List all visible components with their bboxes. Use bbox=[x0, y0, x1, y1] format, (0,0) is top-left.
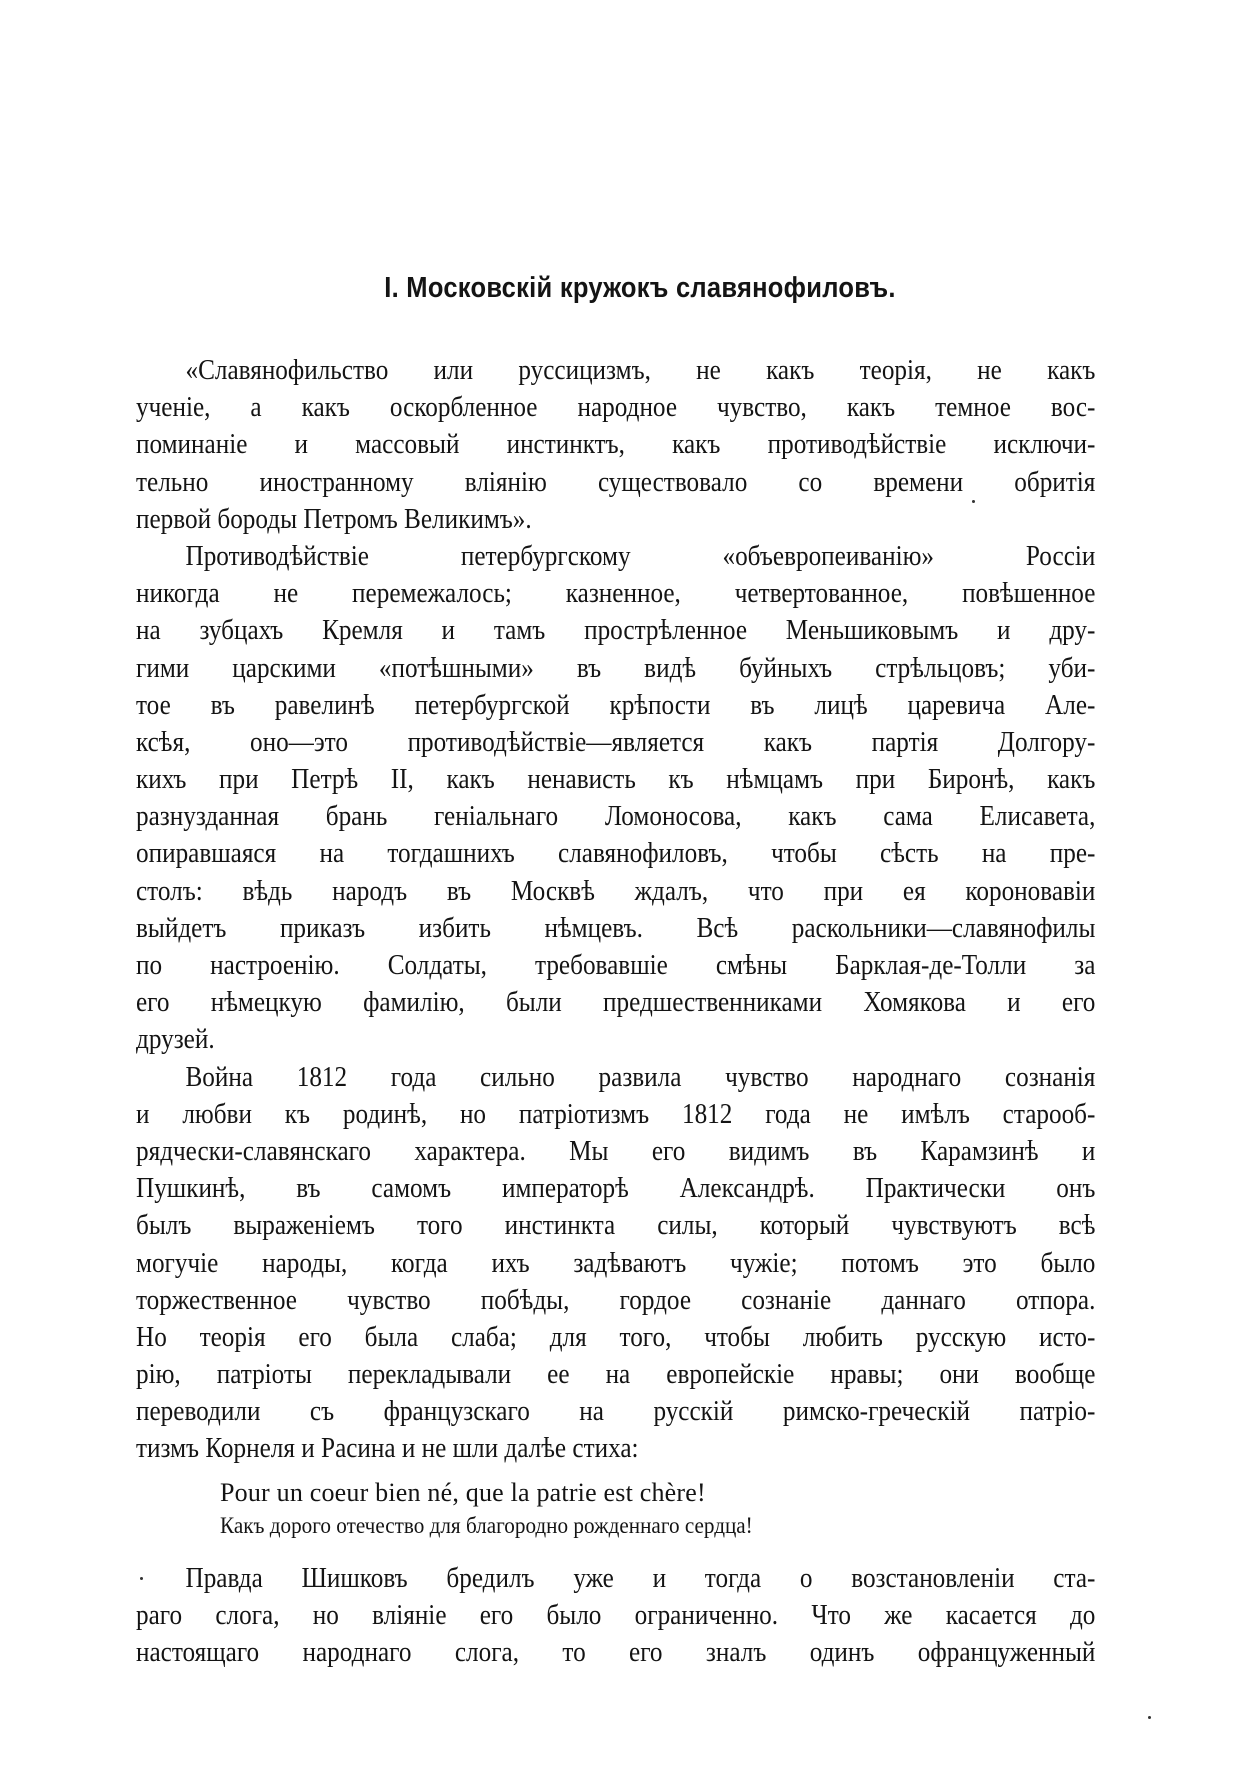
print-speck bbox=[972, 500, 975, 503]
text-line: «Славянофильство или руссицизмъ, не какъ теорія, не какъ bbox=[185, 355, 1096, 386]
text-line: и любви къ родинѣ, но патріотизмъ 1812 года не имѣлъ старооб- bbox=[136, 1098, 1096, 1130]
text-line: никогда не перемежалось; казненное, четвертованное, повѣшенное bbox=[136, 578, 1096, 610]
text-line: тое въ равелинѣ петербургской крѣпости въ лицѣ царевича Але- bbox=[136, 689, 1096, 721]
verse-french: Pour un coeur bien né, que la patrie est chère! bbox=[220, 1478, 706, 1507]
text-line: опиравшаяся на тогдашнихъ славянофиловъ, чтобы сѣсть на пре- bbox=[136, 838, 1096, 870]
text-line: ученіе, а какъ оскорбленное народное чувство, какъ темное вос- bbox=[136, 392, 1096, 424]
text-line: по настроенію. Солдаты, требовавшіе смѣны Барклая-де-Толли за bbox=[136, 950, 1096, 981]
text-line: переводили съ французскаго на русскій римско-греческій патріо- bbox=[136, 1396, 1096, 1428]
text-line: выйдетъ приказъ избить нѣмцевъ. Всѣ раскольники—славянофилы bbox=[136, 912, 1096, 944]
verse-russian: Какъ дорого отечество для благородно рожденнаго сердца! bbox=[220, 1513, 753, 1538]
text-line: могучіе народы, когда ихъ задѣваютъ чужіе; потомъ это было bbox=[136, 1247, 1096, 1279]
text-line: на зубцахъ Кремля и тамъ прострѣленное Меньшиковымъ и дру- bbox=[136, 615, 1096, 647]
text-line: его нѣмецкую фамилію, были предшественниками Хомякова и его bbox=[136, 987, 1096, 1019]
text-line: Противодѣйствіе петербургскому «объевропеиванію» Россіи bbox=[185, 540, 1096, 572]
text-line: торжественное чувство побѣды, гордое сознаніе даннаго отпора. bbox=[136, 1284, 1096, 1316]
text-line: гими царскими «потѣшными» въ видѣ буйныхъ стрѣльцовъ; уби- bbox=[136, 652, 1096, 684]
text-line: настоящаго народнаго слога, то его зналъ одинъ офранцуженный bbox=[136, 1637, 1096, 1669]
text-line: тельно иностранному вліянію существовало со времени обритія bbox=[136, 466, 1096, 498]
print-speck bbox=[140, 1577, 143, 1580]
text-line: ксѣя, оно—это противодѣйствіе—является какъ партія Долгору- bbox=[136, 726, 1096, 758]
text-line: былъ выраженіемъ того инстинкта силы, который чувствуютъ всѣ bbox=[136, 1210, 1096, 1242]
text-line: рядчески-славянскаго характера. Мы его видимъ въ Карамзинѣ и bbox=[136, 1135, 1096, 1167]
text-line: Но теорія его была слаба; для того, чтобы любить русскую исто- bbox=[136, 1321, 1096, 1353]
text-line: Правда Шишковъ бредилъ уже и тогда о возстановленіи ста- bbox=[185, 1563, 1096, 1594]
verse-quote bbox=[220, 1476, 1080, 1542]
text-line: поминаніе и массовый инстинктъ, какъ противодѣйствіе исключи- bbox=[136, 429, 1096, 461]
main-text bbox=[136, 352, 1096, 1468]
text-line: Война 1812 года сильно развила чувство народнаго сознанія bbox=[185, 1061, 1096, 1093]
text-line: первой бороды Петромъ Великимъ». bbox=[136, 503, 532, 535]
text-line: Пушкинѣ, въ самомъ императорѣ Александрѣ. Практически онъ bbox=[136, 1173, 1096, 1205]
text-line: тизмъ Корнеля и Расина и не шли далѣе стиха: bbox=[136, 1433, 639, 1465]
text-line: рію, патріоты перекладывали ее на европейскіе нравы; они вообще bbox=[136, 1359, 1096, 1391]
text-line: раго слога, но вліяніе его было ограниченно. Что же касается до bbox=[136, 1600, 1096, 1632]
print-speck bbox=[1148, 1716, 1151, 1719]
text-line: разнузданная брань геніальнаго Ломоносова, какъ сама Елисавета, bbox=[136, 801, 1096, 833]
chapter-title: I. Московскій кружокъ славянофиловъ. bbox=[384, 272, 896, 304]
text-line: кихъ при Петрѣ II, какъ ненависть къ нѣмцамъ при Биронѣ, какъ bbox=[136, 764, 1096, 796]
text-line: друзей. bbox=[136, 1024, 215, 1056]
closing-text bbox=[136, 1560, 1096, 1672]
text-line: столъ: вѣдь народъ въ Москвѣ ждалъ, что при ея короновавіи bbox=[136, 875, 1096, 907]
